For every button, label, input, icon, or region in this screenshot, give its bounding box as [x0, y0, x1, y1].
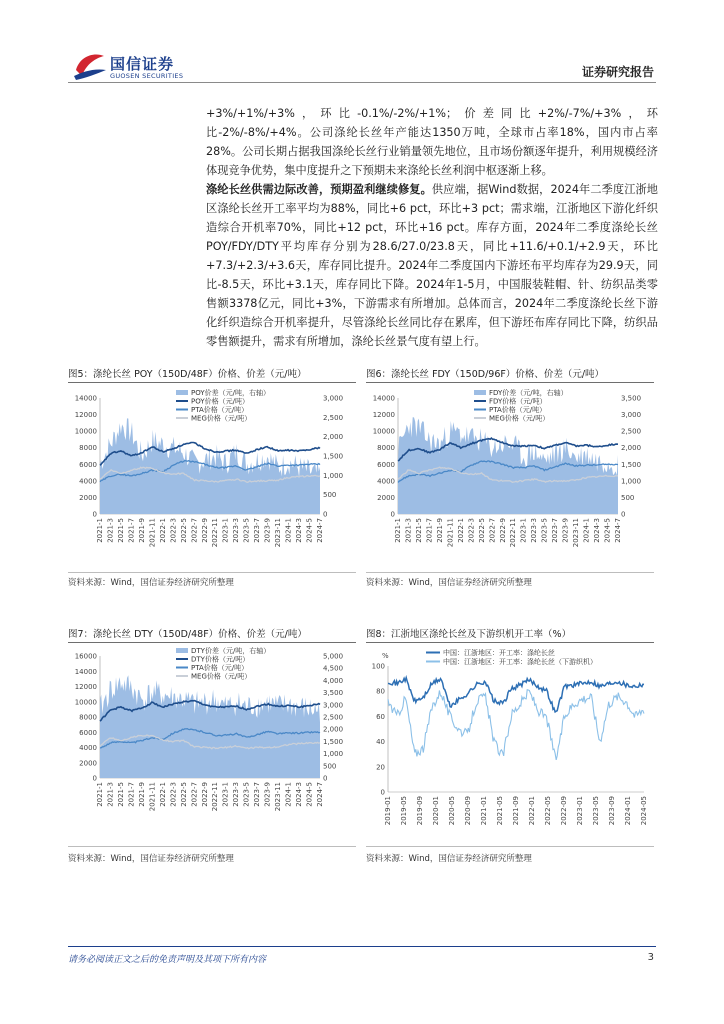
fig5-legend-label: MEG价格（元/吨）	[191, 414, 252, 423]
fig8-line-2	[388, 690, 644, 760]
fig5-y-tick-label: 10000	[74, 427, 97, 436]
fig7-x-tick-label: 2024-3	[295, 782, 304, 807]
fig7-y-tick-label: 6000	[79, 728, 97, 737]
fig7-y-tick-label: 16000	[74, 652, 97, 661]
fig5-y-tick-label: 4000	[79, 477, 97, 486]
figure-7-source-rule	[68, 846, 356, 847]
fig7-legend-label: PTA价格（元/吨）	[191, 664, 249, 672]
paragraph-1: +3%/+1%/+3%，环比-0.1%/-2%/+1%；价差同比+2%/-7%/+3%，环比-2%/-8%/+4%。公司涤纶长丝年产能达1350万吨，全球市占率18%，国内市占率28%。公司长期占据我国涤纶长丝行业销量领先地位，且市场份额逐年提升，利用规模经济体现竞争优势，集中度提升之下预期未来涤纶长丝利润中枢逐渐上移。	[206, 107, 658, 177]
figure-7-rule	[68, 642, 356, 643]
figure-6-title: 图6：涤纶长丝 FDY（150D/96F）价格、价差（元/吨）	[366, 369, 605, 380]
fig6-x-tick-label: 2023-1	[519, 518, 528, 543]
fig6-x-tick-label: 2021-11	[446, 518, 455, 548]
fig6-y2-tick-label: 500	[621, 493, 635, 502]
fig5-y-tick-label: 2000	[79, 493, 97, 502]
fig6-x-tick-label: 2021-7	[425, 518, 434, 543]
fig5-legend-label: POY价差（元/吨，右轴）	[191, 389, 270, 397]
fig7-y2-tick-label: 2,000	[323, 725, 344, 734]
paragraph-2-text: 供应端，据Wind数据，2024年二季度江浙地区涤纶长丝开工率平均为88%，同比+6 pct，环比+3 pct；需求端，江浙地区下游化纤织造综合开机率70%，同比+12 pct，环比+16 pct。库存方面，2024年二季度涤纶长丝POY/FDY/DTY平均库存分别为28.6/27.0/23.8天，同比+11.6/+0.1/+2.9天，环比+7.3/+2.3/+3.6天，库存同比提升。2024年二季度国内下游坯布平均库存为29.9天，同比-8.5天，环比+3.1天，库存同比下降。2024年1-5月，中国服装鞋帽、针、纺织品类零售额3378亿元，同比+3%，下游需求有所增加。总体而言，2024年二季度涤纶长丝下游化纤织造综合开机率提升，尽管涤纶长丝同比存在累库，但下游坯布库存同比下降，纺织品零售额提升，需求有所增加，涤纶长丝景气度有望上行。	[206, 183, 658, 348]
fig5-y2-tick-label: 1,500	[323, 452, 344, 461]
figure-8-chart	[366, 646, 656, 846]
fig7-y-tick-label: 12000	[74, 683, 97, 691]
fig8-line-1	[388, 678, 644, 712]
fig7-x-tick-label: 2024-1	[284, 782, 293, 807]
fig8-x-tick-label: 2023-05	[592, 796, 600, 826]
fig7-x-tick-label: 2023-11	[274, 782, 283, 812]
fig5-x-tick-label: 2022-7	[190, 518, 199, 543]
fig7-x-tick-label: 2021-9	[137, 782, 146, 807]
fig7-x-tick-label: 2024-5	[305, 782, 314, 807]
fig8-x-tick-label: 2019-09	[416, 796, 424, 826]
fig5-x-tick-label: 2023-7	[253, 518, 262, 543]
fig7-x-tick-label: 2022-11	[211, 782, 220, 812]
fig5-y2-tick-label: 500	[323, 491, 337, 500]
footer-divider	[68, 946, 656, 947]
fig6-y-tick-label: 0	[390, 510, 395, 519]
page-header	[0, 0, 724, 80]
fig7-x-tick-label: 2023-3	[232, 782, 241, 807]
fig7-x-tick-label: 2021-11	[148, 782, 157, 812]
fig5-legend-label: PTA价格（元/吨）	[191, 406, 249, 414]
fig5-y2-tick-label: 3,000	[323, 394, 344, 403]
logo-text-en: GUOSEN SECURITIES	[110, 72, 184, 80]
fig6-y2-tick-label: 2,000	[621, 444, 642, 453]
fig5-legend-swatch	[176, 390, 188, 395]
fig6-legend-swatch	[474, 390, 486, 395]
fig7-y2-tick-label: 500	[323, 762, 337, 771]
figure-8-title: 图8：江浙地区涤纶长丝及下游织机开工率（%）	[366, 629, 572, 640]
logo-mark-icon	[72, 50, 108, 82]
fig6-y-tick-label: 2000	[377, 493, 395, 502]
fig6-x-tick-label: 2023-11	[572, 518, 581, 548]
fig7-x-tick-label: 2023-9	[263, 782, 272, 807]
fig8-x-tick-label: 2020-01	[432, 796, 440, 826]
fig7-legend-swatch	[176, 648, 188, 653]
fig5-x-tick-label: 2023-9	[263, 518, 272, 543]
fig7-legend-label: MEG价格（元/吨）	[191, 672, 252, 681]
fig7-y2-tick-label: 1,000	[323, 750, 344, 759]
fig6-legend-label: MEG价格（元/吨）	[489, 414, 550, 423]
fig8-x-tick-label: 2024-01	[624, 796, 632, 826]
fig8-x-tick-label: 2023-01	[576, 796, 584, 826]
fig7-y-tick-label: 8000	[79, 713, 97, 722]
fig8-y-tick-label: 20	[376, 763, 385, 772]
fig5-y-tick-label: 14000	[74, 394, 97, 403]
fig6-x-tick-label: 2023-9	[561, 518, 570, 543]
fig8-x-tick-label: 2022-01	[528, 796, 536, 826]
logo-text-cn: 国信证券	[110, 55, 175, 73]
fig7-x-tick-label: 2022-7	[190, 782, 199, 807]
fig5-y-tick-label: 12000	[74, 411, 97, 420]
fig6-legend-label: FDY价差（元/吨，右轴）	[489, 389, 568, 397]
fig7-x-tick-label: 2022-1	[158, 782, 167, 807]
fig8-y-tick-label: 60	[376, 712, 385, 721]
fig8-x-tick-label: 2021-05	[496, 796, 504, 826]
fig8-legend-label: 中国：江浙地区：开工率：涤纶长丝	[443, 649, 555, 657]
fig8-x-tick-label: 2019-05	[400, 796, 408, 826]
fig7-x-tick-label: 2021-7	[127, 782, 136, 807]
paragraph-2	[206, 180, 658, 351]
fig5-x-tick-label: 2021-11	[148, 518, 157, 548]
fig6-x-tick-label: 2021-3	[404, 518, 413, 543]
fig8-x-tick-label: 2021-01	[480, 796, 488, 826]
fig5-x-tick-label: 2023-1	[221, 518, 230, 543]
fig7-y2-tick-label: 2,500	[323, 713, 344, 722]
fig7-x-tick-label: 2021-5	[116, 782, 125, 807]
report-type-label: 证券研究报告	[581, 65, 654, 79]
fig7-x-tick-label: 2022-5	[179, 782, 188, 807]
fig7-y2-tick-label: 4,500	[323, 664, 344, 673]
fig8-y-tick-label: 0	[380, 788, 385, 797]
fig7-legend-label: DTY价差（元/吨，右轴）	[191, 647, 271, 655]
fig6-x-tick-label: 2022-1	[456, 518, 465, 543]
fig8-x-tick-label: 2020-05	[448, 796, 456, 826]
fig8-x-tick-label: 2021-09	[512, 796, 520, 826]
fig6-x-tick-label: 2021-5	[414, 518, 423, 543]
figure-5-source: 资料来源：Wind，国信证券经济研究所整理	[68, 578, 234, 588]
figure-5-rule	[68, 382, 356, 383]
figure-8-source-rule	[366, 846, 654, 847]
fig7-y-tick-label: 4000	[79, 744, 97, 752]
figure-6-rule	[366, 382, 654, 383]
fig6-y-tick-label: 10000	[372, 427, 395, 436]
fig8-unit-label: %	[382, 652, 389, 660]
fig7-y-tick-label: 0	[92, 774, 97, 783]
fig7-y-tick-label: 2000	[79, 759, 97, 768]
figure-6-source: 资料来源：Wind，国信证券经济研究所整理	[366, 578, 532, 588]
figure-7-source: 资料来源：Wind，国信证券经济研究所整理	[68, 854, 234, 864]
fig5-x-tick-label: 2023-11	[274, 518, 283, 548]
fig6-legend-label: FDY价格（元/吨）	[489, 397, 547, 406]
fig8-x-tick-label: 2022-05	[544, 796, 552, 826]
fig6-y2-tick-label: 1,000	[621, 477, 642, 486]
figure-8-rule	[366, 642, 654, 643]
fig7-y2-tick-label: 4,000	[323, 676, 344, 685]
fig7-y2-tick-label: 3,500	[323, 689, 344, 698]
paragraph-2-lead: 涤纶长丝供需边际改善，预期盈利继续修复。	[206, 183, 432, 196]
fig6-x-tick-label: 2022-7	[488, 518, 497, 543]
fig6-y-tick-label: 8000	[377, 444, 395, 453]
fig7-x-tick-label: 2021-3	[106, 782, 115, 807]
fig6-x-tick-label: 2024-7	[614, 518, 622, 543]
fig6-y-tick-label: 14000	[372, 394, 395, 403]
fig5-x-tick-label: 2022-11	[211, 518, 220, 548]
fig7-x-tick-label: 2022-3	[169, 782, 178, 807]
fig6-x-tick-label: 2022-5	[477, 518, 486, 543]
fig7-y-tick-label: 14000	[74, 667, 97, 676]
fig5-x-tick-label: 2024-5	[305, 518, 314, 543]
fig5-x-tick-label: 2022-5	[179, 518, 188, 543]
fig5-y2-tick-label: 2,500	[323, 413, 344, 422]
fig6-y-tick-label: 4000	[377, 477, 395, 486]
fig6-x-tick-label: 2023-7	[551, 518, 560, 543]
fig7-y2-tick-label: 3,000	[323, 701, 344, 710]
figure-7-title: 图7：涤纶长丝 DTY（150D/48F）价格、价差（元/吨）	[68, 629, 307, 640]
fig6-x-tick-label: 2021-1	[394, 518, 402, 543]
fig7-spread-area	[100, 675, 320, 778]
fig8-x-tick-label: 2024-05	[640, 796, 648, 826]
fig5-x-tick-label: 2024-3	[295, 518, 304, 543]
fig6-y2-tick-label: 0	[621, 510, 626, 519]
fig5-x-tick-label: 2021-5	[116, 518, 125, 543]
fig5-x-tick-label: 2021-3	[106, 518, 115, 543]
fig6-x-tick-label: 2023-5	[540, 518, 549, 543]
fig6-y2-tick-label: 3,500	[621, 394, 642, 403]
fig5-y-tick-label: 6000	[79, 460, 97, 469]
fig7-y2-tick-label: 0	[323, 774, 328, 783]
company-logo	[72, 50, 222, 84]
fig8-x-tick-label: 2020-09	[464, 796, 472, 826]
fig7-x-tick-label: 2023-5	[242, 782, 251, 807]
fig5-y2-tick-label: 0	[323, 510, 328, 519]
header-divider	[68, 82, 656, 83]
fig7-x-tick-label: 2024-7	[316, 782, 324, 807]
fig5-x-tick-label: 2021-7	[127, 518, 136, 543]
fig8-y-tick-label: 100	[371, 662, 385, 671]
figure-6-source-rule	[366, 572, 654, 573]
fig8-y-tick-label: 80	[376, 687, 385, 696]
figure-7-chart	[68, 646, 358, 846]
fig5-x-tick-label: 2023-3	[232, 518, 241, 543]
fig6-legend-label: PTA价格（元/吨）	[489, 406, 547, 414]
fig6-x-tick-label: 2024-1	[582, 518, 591, 543]
fig5-y-tick-label: 8000	[79, 444, 97, 453]
figure-8-source: 资料来源：Wind，国信证券经济研究所整理	[366, 854, 532, 864]
fig6-y-tick-label: 6000	[377, 460, 395, 469]
fig7-y-tick-label: 10000	[74, 698, 97, 707]
fig5-x-tick-label: 2024-1	[284, 518, 293, 543]
fig7-legend-label: DTY价格（元/吨）	[191, 655, 250, 664]
fig7-x-tick-label: 2021-1	[96, 782, 104, 807]
fig6-x-tick-label: 2022-11	[509, 518, 518, 548]
figure-5-chart	[68, 386, 358, 576]
fig5-y2-tick-label: 1,000	[323, 471, 344, 480]
fig6-x-tick-label: 2022-3	[467, 518, 476, 543]
fig5-y-tick-label: 0	[92, 510, 97, 519]
fig5-y2-tick-label: 2,000	[323, 433, 344, 442]
figure-6-chart	[366, 386, 656, 576]
footer-disclaimer: 请务必阅读正文之后的免责声明及其项下所有内容	[68, 955, 267, 965]
fig6-y2-tick-label: 2,500	[621, 427, 642, 436]
fig5-x-tick-label: 2021-9	[137, 518, 146, 543]
figure-5-title: 图5：涤纶长丝 POY（150D/48F）价格、价差（元/吨）	[68, 369, 307, 380]
fig8-y-tick-label: 40	[376, 738, 385, 747]
fig8-x-tick-label: 2023-09	[608, 796, 616, 826]
fig8-x-tick-label: 2022-09	[560, 796, 568, 826]
fig8-legend-label: 中国：江浙地区：开工率：涤纶长丝（下游织机）	[443, 658, 597, 666]
fig7-x-tick-label: 2023-7	[253, 782, 262, 807]
figure-5-source-rule	[68, 572, 356, 573]
fig5-x-tick-label: 2023-5	[242, 518, 251, 543]
fig6-x-tick-label: 2021-9	[435, 518, 444, 543]
fig6-y2-tick-label: 3,000	[621, 411, 642, 420]
fig5-x-tick-label: 2022-1	[158, 518, 167, 543]
fig6-x-tick-label: 2024-3	[593, 518, 602, 543]
fig7-y2-tick-label: 1,500	[323, 737, 344, 746]
fig6-y2-tick-label: 1,500	[621, 460, 642, 469]
fig5-x-tick-label: 2024-7	[316, 518, 324, 543]
fig5-legend-label: POY价格（元/吨）	[191, 397, 249, 406]
page-number: 3	[647, 952, 654, 963]
fig6-x-tick-label: 2023-3	[530, 518, 539, 543]
fig7-x-tick-label: 2022-9	[200, 782, 209, 807]
fig5-x-tick-label: 2022-9	[200, 518, 209, 543]
fig6-y-tick-label: 12000	[372, 411, 395, 420]
fig8-x-tick-label: 2019-01	[384, 796, 392, 826]
fig6-x-tick-label: 2024-5	[603, 518, 612, 543]
fig5-x-tick-label: 2022-3	[169, 518, 178, 543]
fig5-x-tick-label: 2021-1	[96, 518, 104, 543]
fig7-y2-tick-label: 5,000	[323, 652, 344, 661]
fig7-x-tick-label: 2023-1	[221, 782, 230, 807]
fig6-x-tick-label: 2022-9	[498, 518, 507, 543]
